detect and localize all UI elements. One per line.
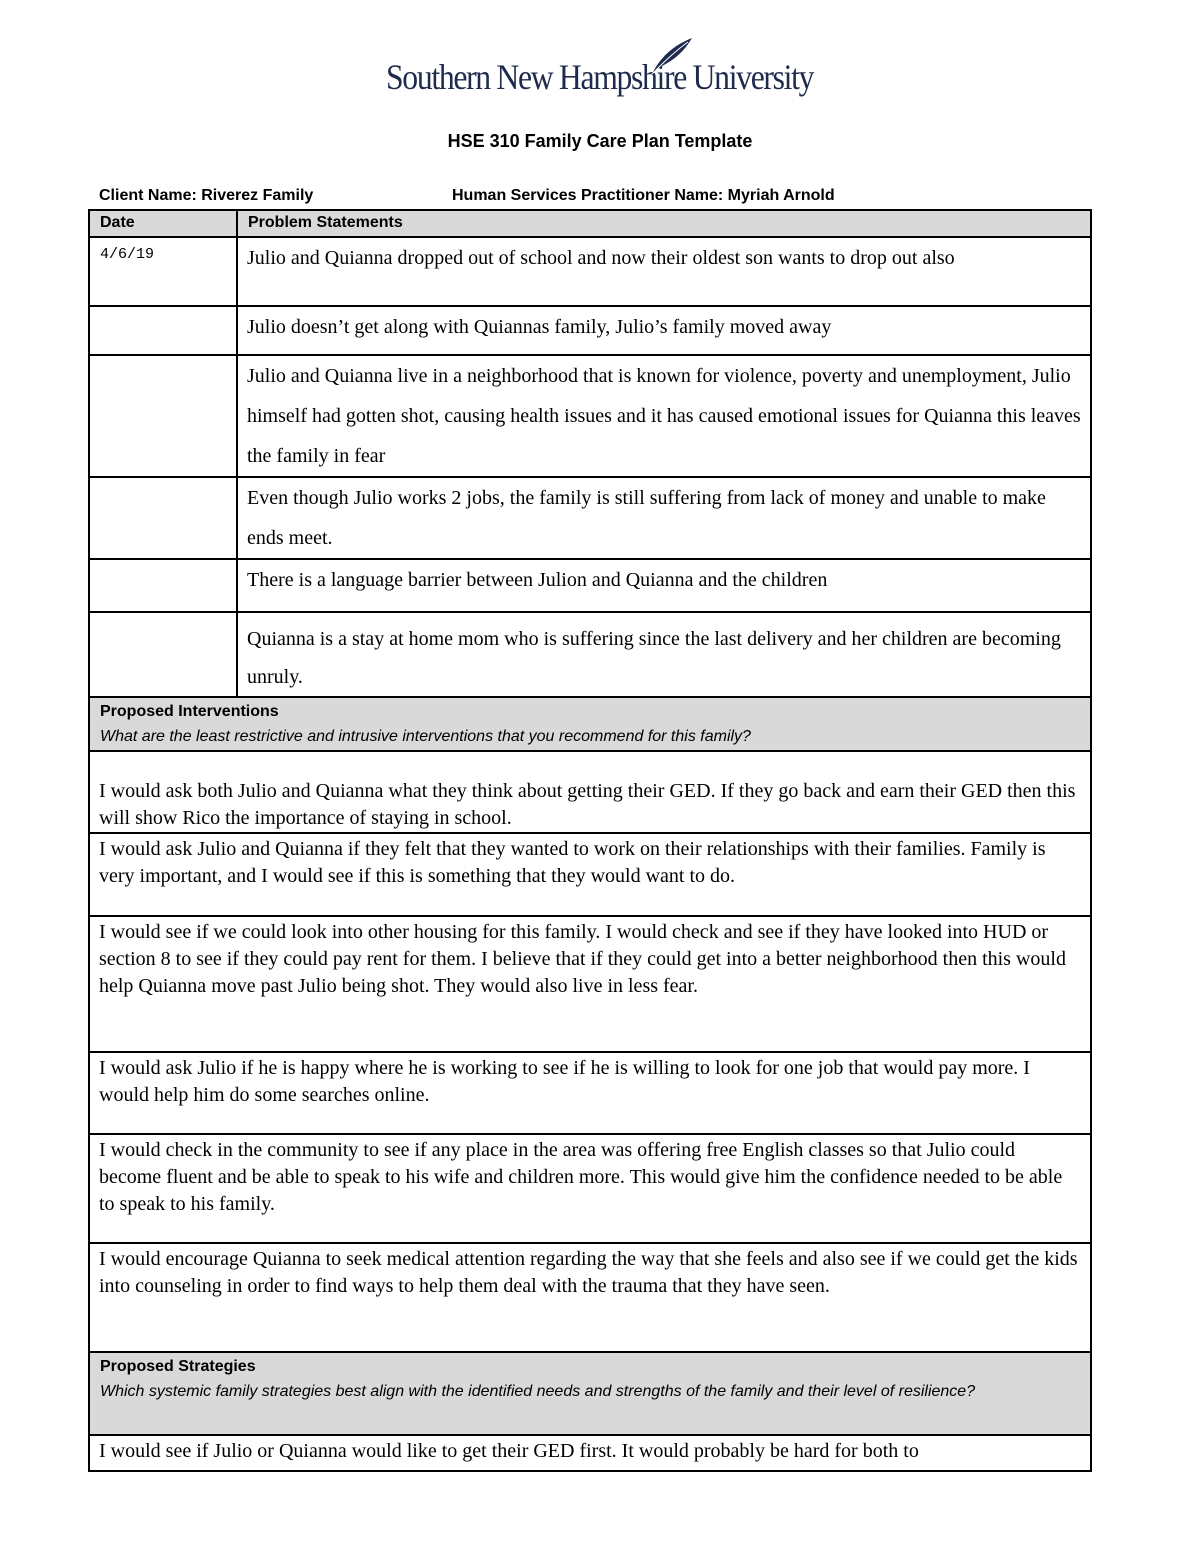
practitioner-name: Human Services Practitioner Name: Myriah Arnold [452, 187, 835, 204]
university-logo [386, 36, 816, 102]
table-row [89, 1435, 1091, 1471]
client-name: Client Name: Riverez Family [99, 187, 314, 204]
table-row [89, 833, 1091, 916]
table-row [89, 1052, 1091, 1134]
problem-date [89, 306, 237, 355]
strategies-header-row [89, 1352, 1091, 1435]
strategies-question: Which systemic family strategies best align with the identified needs and strengths of the family and their level of resilience? [100, 1383, 976, 1400]
problems-column-header: Problem Statements [237, 210, 1091, 237]
care-plan-table [88, 209, 1092, 1472]
table-row [89, 751, 1091, 833]
problem-date [89, 477, 237, 559]
table-row [89, 237, 1091, 306]
problem-statement: There is a language barrier between Julion and Quianna and the children [237, 559, 1091, 612]
document-title: HSE 310 Family Care Plan Template [447, 131, 753, 151]
interventions-question: What are the least restrictive and intrusive interventions that you recommend for this family? [100, 728, 751, 745]
intervention-text: I would ask both Julio and Quianna what they think about getting their GED. If they go back and earn their GED then this will show Rico the importance of staying in school. [89, 751, 1091, 833]
table-row [89, 559, 1091, 612]
interventions-header-row [89, 697, 1091, 751]
strategy-text: I would see if Julio or Quianna would like to get their GED first. It would probably be hard for both to [89, 1435, 1091, 1471]
table-row [89, 612, 1091, 697]
intervention-text: I would encourage Quianna to seek medical attention regarding the way that she feels and also see if we could get the kids into counseling in order to find ways to help them deal with the trauma that they have seen. [89, 1243, 1091, 1352]
problem-date [89, 612, 237, 697]
interventions-title: Proposed Interventions [100, 703, 279, 720]
university-name: Southern New Hampshire University [386, 57, 814, 97]
strategies-title: Proposed Strategies [100, 1358, 256, 1375]
table-header-row [89, 210, 1091, 237]
date-column-header: Date [89, 210, 237, 237]
problem-statement: Julio doesn’t get along with Quiannas family, Julio’s family moved away [237, 306, 1091, 355]
interventions-section-header [89, 697, 1091, 751]
problem-statement: Julio and Quianna live in a neighborhood that is known for violence, poverty and unemployment, Julio himself had gotten shot, causing health issues and it has caused emotional issues for Quianna this leaves the family in fear [237, 355, 1091, 477]
problem-statement: Quianna is a stay at home mom who is suffering since the last delivery and her children are becoming unruly. [237, 612, 1091, 697]
intervention-text: I would ask Julio and Quianna if they felt that they wanted to work on their relationships with their families. Family is very important, and I would see if this is something that they would want to do. [89, 833, 1091, 916]
table-row [89, 477, 1091, 559]
feather-quill-icon [648, 36, 694, 76]
intervention-text: I would check in the community to see if any place in the area was offering free English classes so that Julio could become fluent and be able to speak to his wife and children more. This would give him the confidence needed to be able to speak to his family. [89, 1134, 1091, 1243]
strategies-section-header [89, 1352, 1091, 1435]
table-row [89, 355, 1091, 477]
problem-statement: Even though Julio works 2 jobs, the family is still suffering from lack of money and unable to make ends meet. [237, 477, 1091, 559]
table-row [89, 1243, 1091, 1352]
problem-date: 4/6/19 [89, 237, 237, 306]
intervention-text: I would see if we could look into other housing for this family. I would check and see if they have looked into HUD or section 8 to see if they could pay rent for them. I believe that if they could get into a better neighborhood then this would help Quianna move past Julio being shot. They would also live in less fear. [89, 916, 1091, 1052]
table-row [89, 306, 1091, 355]
problem-statement: Julio and Quianna dropped out of school and now their oldest son wants to drop out also [237, 237, 1091, 306]
table-row [89, 1134, 1091, 1243]
table-row [89, 916, 1091, 1052]
problem-date [89, 559, 237, 612]
intervention-text: I would ask Julio if he is happy where he is working to see if he is willing to look for one job that would pay more. I would help him do some searches online. [89, 1052, 1091, 1134]
problem-date [89, 355, 237, 477]
